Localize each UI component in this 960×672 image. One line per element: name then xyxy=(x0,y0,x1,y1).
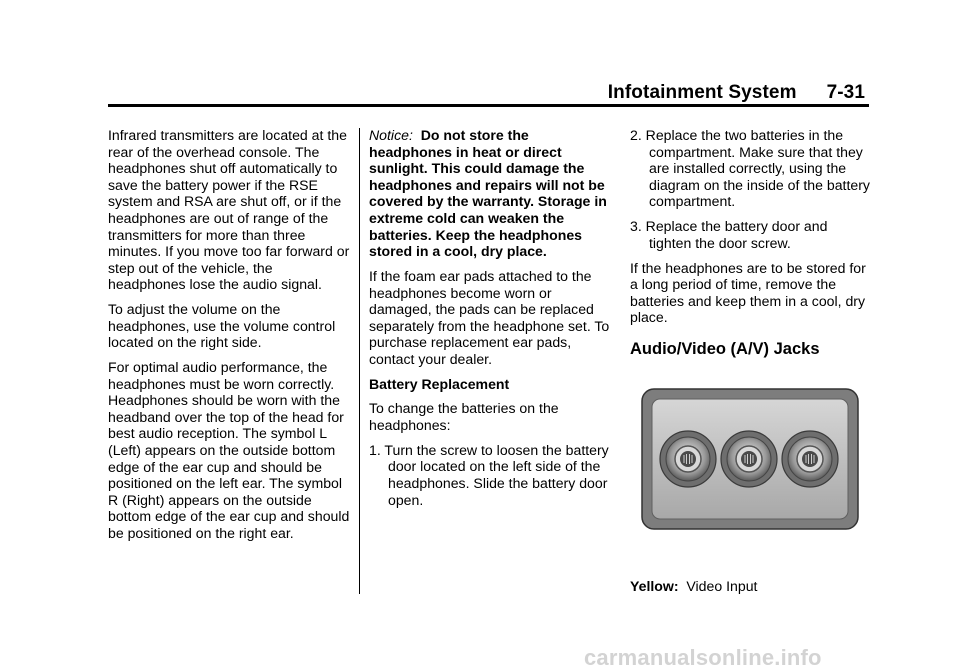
paragraph-battery-intro: To change the batteries on the headphones: xyxy=(369,400,559,434)
column-3 xyxy=(630,127,870,359)
paragraph-volume: To adjust the volume on the headphones, use the volume control located on the right side. xyxy=(108,301,336,351)
battery-steps-list xyxy=(369,442,611,508)
section-heading-av-jacks: Audio/Video (A/V) Jacks xyxy=(630,339,820,358)
header-section: Infotainment System xyxy=(607,82,797,103)
column-1 xyxy=(108,127,352,550)
header-title xyxy=(0,82,865,104)
list-item: 1. Turn the screw to loosen the battery door located on the left side of the headphones. Slide the battery door open. xyxy=(369,441,609,508)
audio-right-jack-icon xyxy=(782,431,838,487)
subheading-battery-replacement: Battery Replacement xyxy=(369,375,510,392)
header-page-number: 7-31 xyxy=(826,82,865,103)
notice-block xyxy=(369,127,611,260)
notice-label: Notice: xyxy=(369,127,413,143)
column-divider xyxy=(359,128,360,594)
paragraph-storage: If the headphones are to be stored for a long period of time, remove the batteries and keep them in a cool, dry place. xyxy=(630,259,866,326)
battery-steps-list-continued xyxy=(630,127,870,251)
column-2 xyxy=(369,127,611,516)
paragraph-ear-pads: If the foam ear pads attached to the headphones become worn or damaged, the pads can be replaced separately from the headphone set. To purchase replacement ear pads, contact your dealer. xyxy=(369,267,610,367)
av-jacks-illustration xyxy=(641,388,859,530)
caption-label: Yellow: xyxy=(630,578,679,594)
paragraph-wearing: For optimal audio performance, the headphones must be worn correctly. Headphones should be worn with the headband over the top of the head for best audio reception. The symbol L (Left) appears on the outside bottom edge of the ear cup and should be positioned on the left ear. The symbol R (Right) appears on the outside bottom edge of the ear cup and should be positioned on the right ear. xyxy=(108,359,350,542)
video-input-jack-icon xyxy=(660,431,716,487)
jack-caption xyxy=(630,578,757,595)
audio-left-jack-icon xyxy=(721,431,777,487)
notice-text: Do not store the headphones in heat or direct sunlight. This could damage the headphones and repairs will not be covered by the warranty. Storage in extreme cold can weaken the batteries. Keep the headphones stored in a cool, dry place. xyxy=(369,127,607,260)
list-item: 2. Replace the two batteries in the compartment. Make sure that they are installed correctly, using the diagram on the inside of the battery compartment. xyxy=(630,127,870,210)
watermark: carmanualsonline.info xyxy=(584,645,822,670)
list-item: 3. Replace the battery door and tighten the door screw. xyxy=(630,218,828,251)
paragraph-transmitters: Infrared transmitters are located at the rear of the overhead console. The headphones shut off automatically to save the battery power if the RSE system and RSA are shut off, or if the headphones are out of range of the transmitters for more than three minutes. If you move too far forward or step out of the vehicle, the headphones lose the audio signal. xyxy=(108,127,350,293)
header-rule xyxy=(108,104,869,107)
caption-text: Video Input xyxy=(686,578,758,594)
